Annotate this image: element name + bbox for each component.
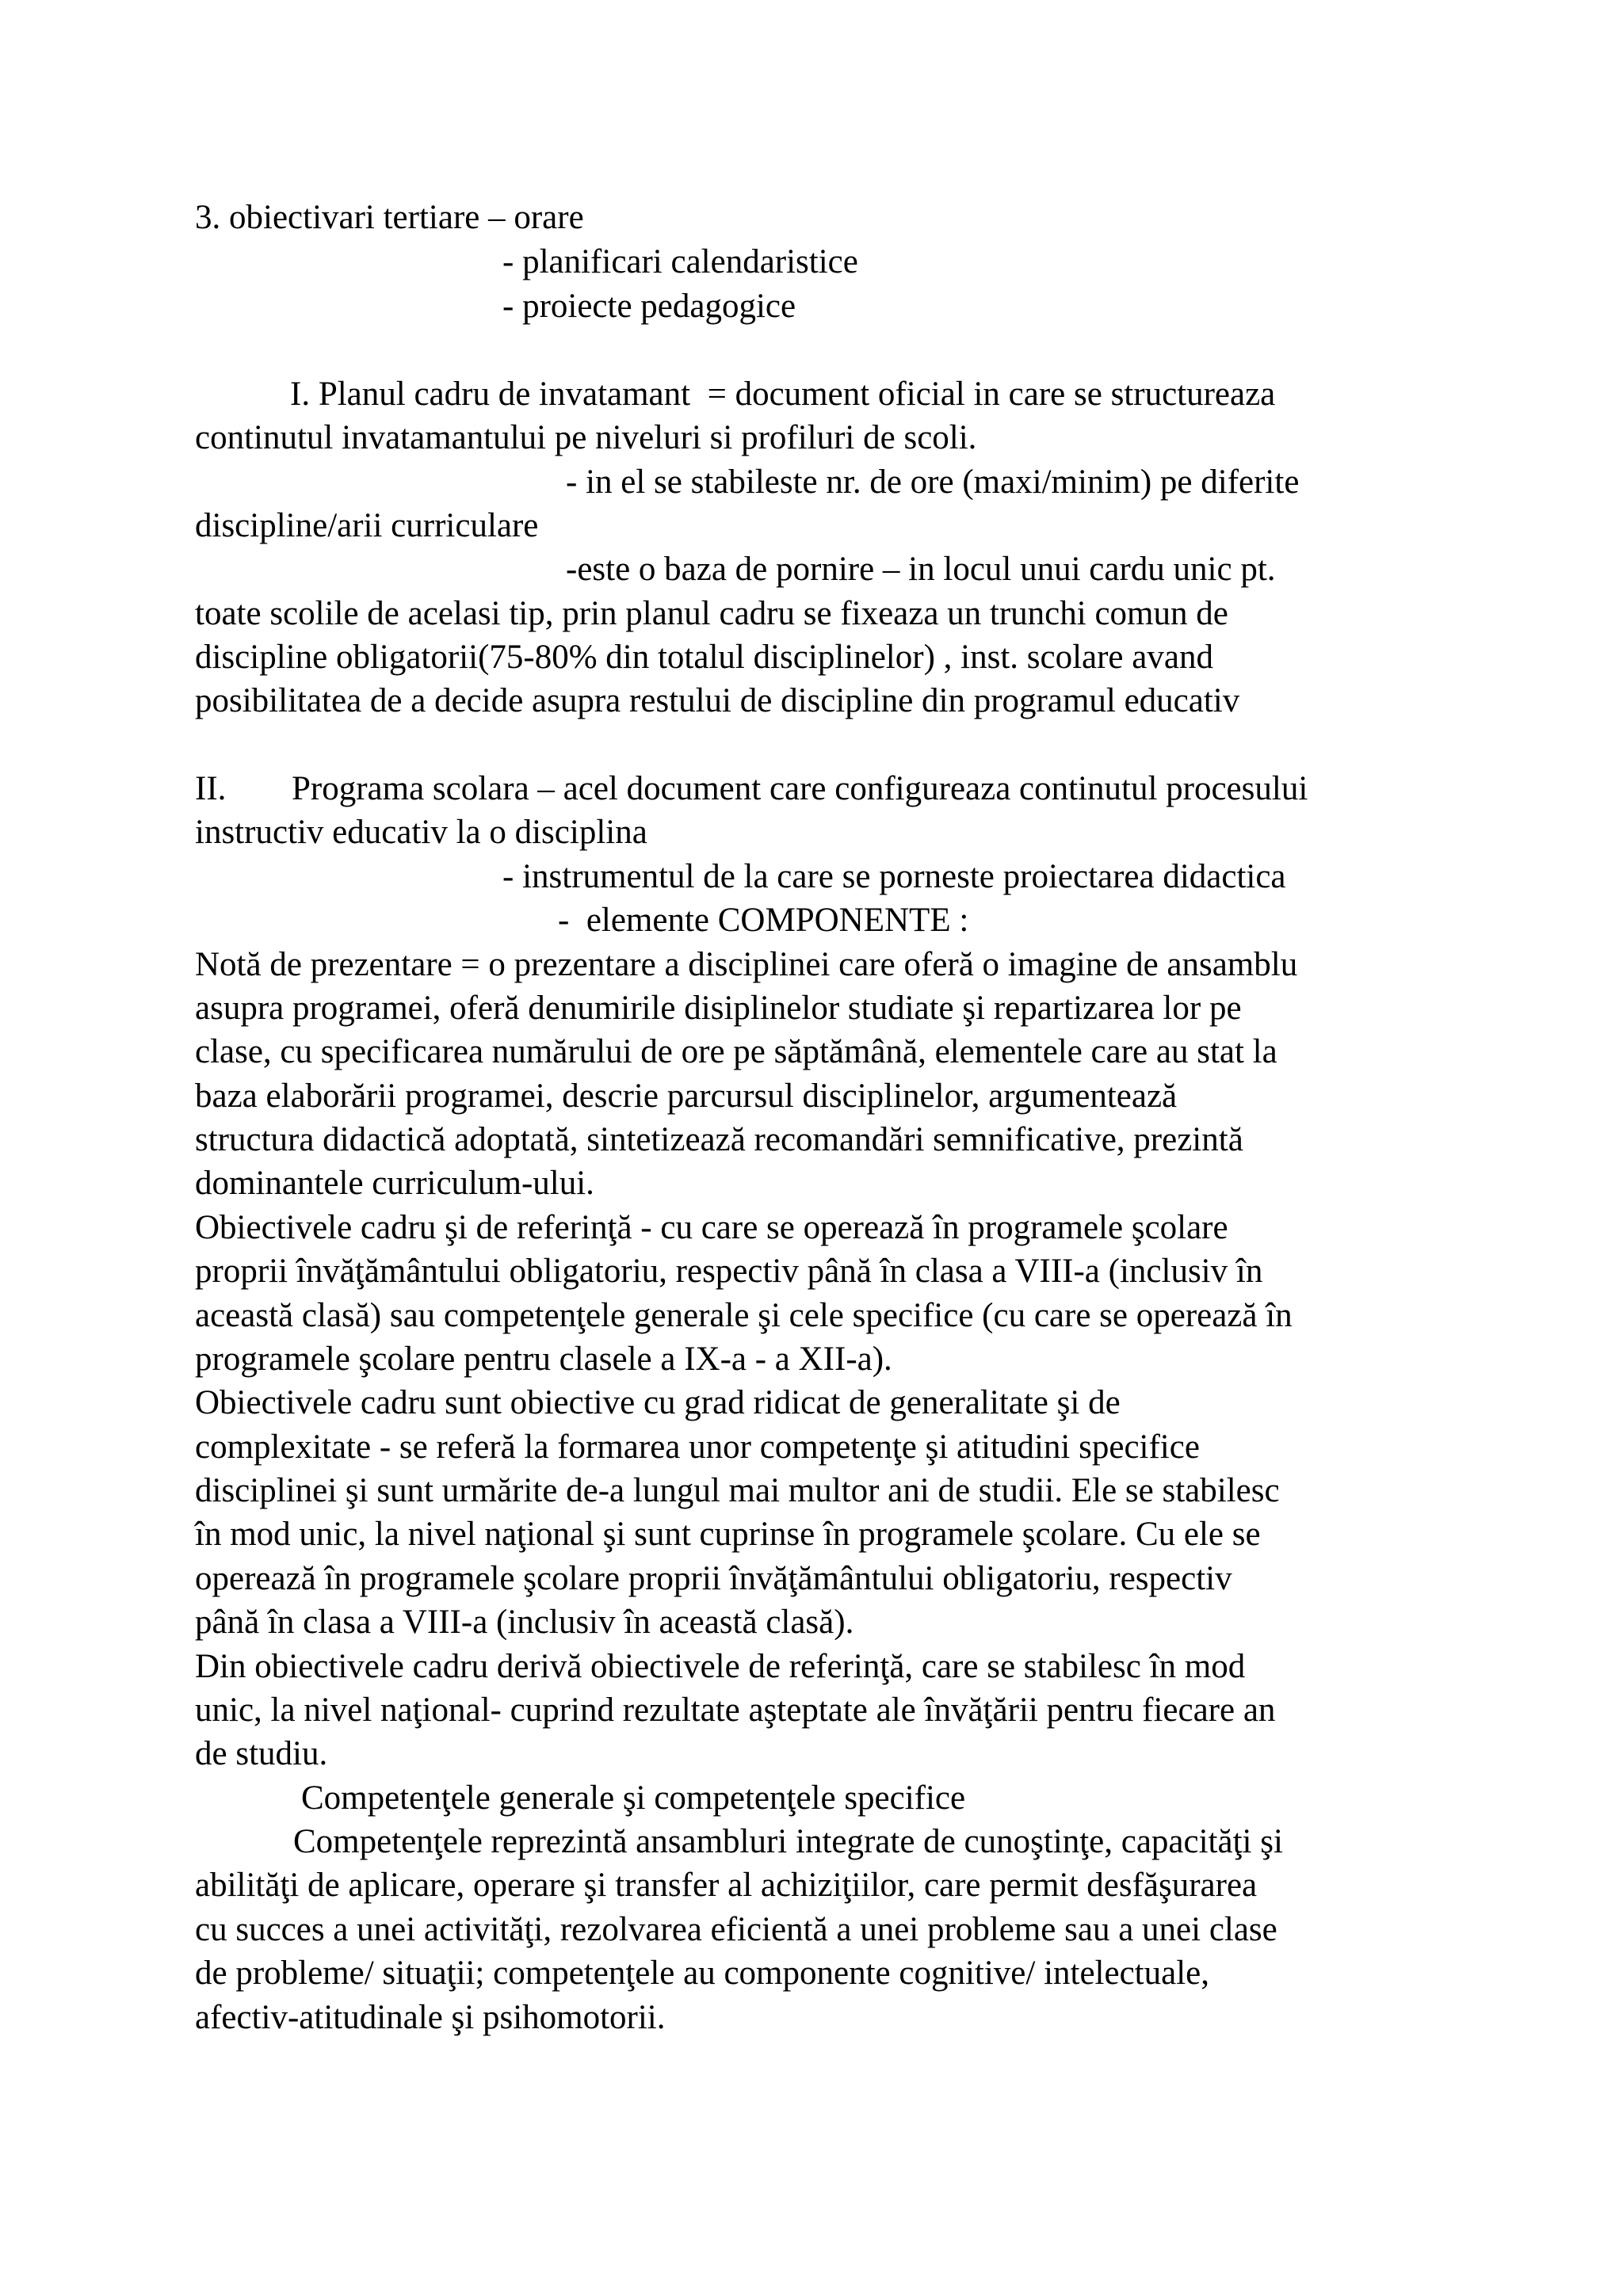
text-line: toate scolile de acelasi tip, prin planul cadru se fixeaza un trunchi comun de xyxy=(195,595,1228,632)
text-line: - planificari calendaristice xyxy=(502,243,858,280)
text-line: Din obiectivele cadru derivă obiectivele de referinţă, care se stabilesc în mod xyxy=(195,1648,1246,1685)
text-line: - instrumentul de la care se porneste proiectarea didactica xyxy=(502,858,1286,895)
text-line: posibilitatea de a decide asupra restului de discipline din programul educativ xyxy=(195,682,1240,719)
subheading: Competenţele generale şi competenţele specifice xyxy=(301,1779,966,1817)
text-line: baza elaborării programei, descrie parcursul disciplinelor, argumentează xyxy=(195,1077,1178,1115)
text-line: - proiecte pedagogice xyxy=(502,288,796,325)
text-line: discipline/arii curriculare xyxy=(195,507,539,544)
text-line: Competenţele reprezintă ansambluri integrate de cunoştinţe, capacităţi şi xyxy=(293,1823,1283,1860)
text-line: această clasă) sau competenţele generale şi cele specifice (cu care se operează în xyxy=(195,1297,1293,1334)
text-line: Obiectivele cadru sunt obiective cu grad ridicat de generalitate şi de xyxy=(195,1384,1121,1421)
text-line: instructiv educativ la o disciplina xyxy=(195,814,647,851)
text-line: dominantele curriculum-ului. xyxy=(195,1165,594,1202)
text-line: - in el se stabileste nr. de ore (maxi/minim) pe diferite xyxy=(566,463,1300,501)
text-line: complexitate - se referă la formarea unor competenţe şi atitudini specifice xyxy=(195,1428,1200,1466)
text-line: discipline obligatorii(75-80% din totalul disciplinelor) , inst. scolare avand xyxy=(195,639,1213,676)
text-line: - elemente COMPONENTE : xyxy=(558,902,969,939)
text-line: operează în programele şcolare proprii învăţământului obligatoriu, respectiv xyxy=(195,1560,1232,1597)
text-line: disciplinei şi sunt urmărite de-a lungul mai multor ani de studii. Ele se stabilesc xyxy=(195,1472,1280,1509)
text-line: cu succes a unei activităţi, rezolvarea eficientă a unei probleme sau a unei clase xyxy=(195,1911,1277,1948)
text-line: până în clasa a VIII-a (inclusiv în această clasă). xyxy=(195,1604,854,1641)
text-line: continutul invatamantului pe niveluri si profiluri de scoli. xyxy=(195,419,977,456)
text-line: de probleme/ situaţii; competenţele au componente cognitive/ intelectuale, xyxy=(195,1955,1209,1992)
text-line: Obiectivele cadru şi de referinţă - cu care se operează în programele şcolare xyxy=(195,1209,1228,1246)
text-line: clase, cu specificarea numărului de ore pe săptămână, elementele care au stat la xyxy=(195,1033,1277,1070)
text-line: -este o baza de pornire – in locul unui cardu unic pt. xyxy=(566,551,1276,588)
text-line: programele şcolare pentru clasele a IX-a - a XII-a). xyxy=(195,1341,892,1378)
text-line: proprii învăţământului obligatoriu, respectiv până în clasa a VIII-a (inclusiv în xyxy=(195,1253,1263,1290)
text-line: afectiv-atitudinale şi psihomotorii. xyxy=(195,1999,666,2036)
text-line: Notă de prezentare = o prezentare a disciplinei care oferă o imagine de ansamblu xyxy=(195,946,1298,983)
section-number: II. xyxy=(195,770,227,807)
text-line: 3. obiectivari tertiare – orare xyxy=(195,199,584,236)
text-line: de studiu. xyxy=(195,1735,328,1772)
text-line: abilităţi de aplicare, operare şi transfer al achiziţiilor, care permit desfăşurarea xyxy=(195,1867,1258,1904)
text-line: Programa scolara – acel document care configureaza continutul procesului xyxy=(292,770,1308,807)
text-line: unic, la nivel naţional- cuprind rezultate aşteptate ale învăţării pentru fiecare an xyxy=(195,1691,1276,1729)
text-line: în mod unic, la nivel naţional şi sunt cuprinse în programele şcolare. Cu ele se xyxy=(195,1516,1261,1553)
text-line: I. Planul cadru de invatamant = document oficial in care se structureaza xyxy=(290,376,1276,413)
text-line: structura didactică adoptată, sintetizează recomandări semnificative, prezintă xyxy=(195,1121,1243,1158)
text-line: asupra programei, oferă denumirile disiplinelor studiate şi repartizarea lor pe xyxy=(195,990,1242,1027)
